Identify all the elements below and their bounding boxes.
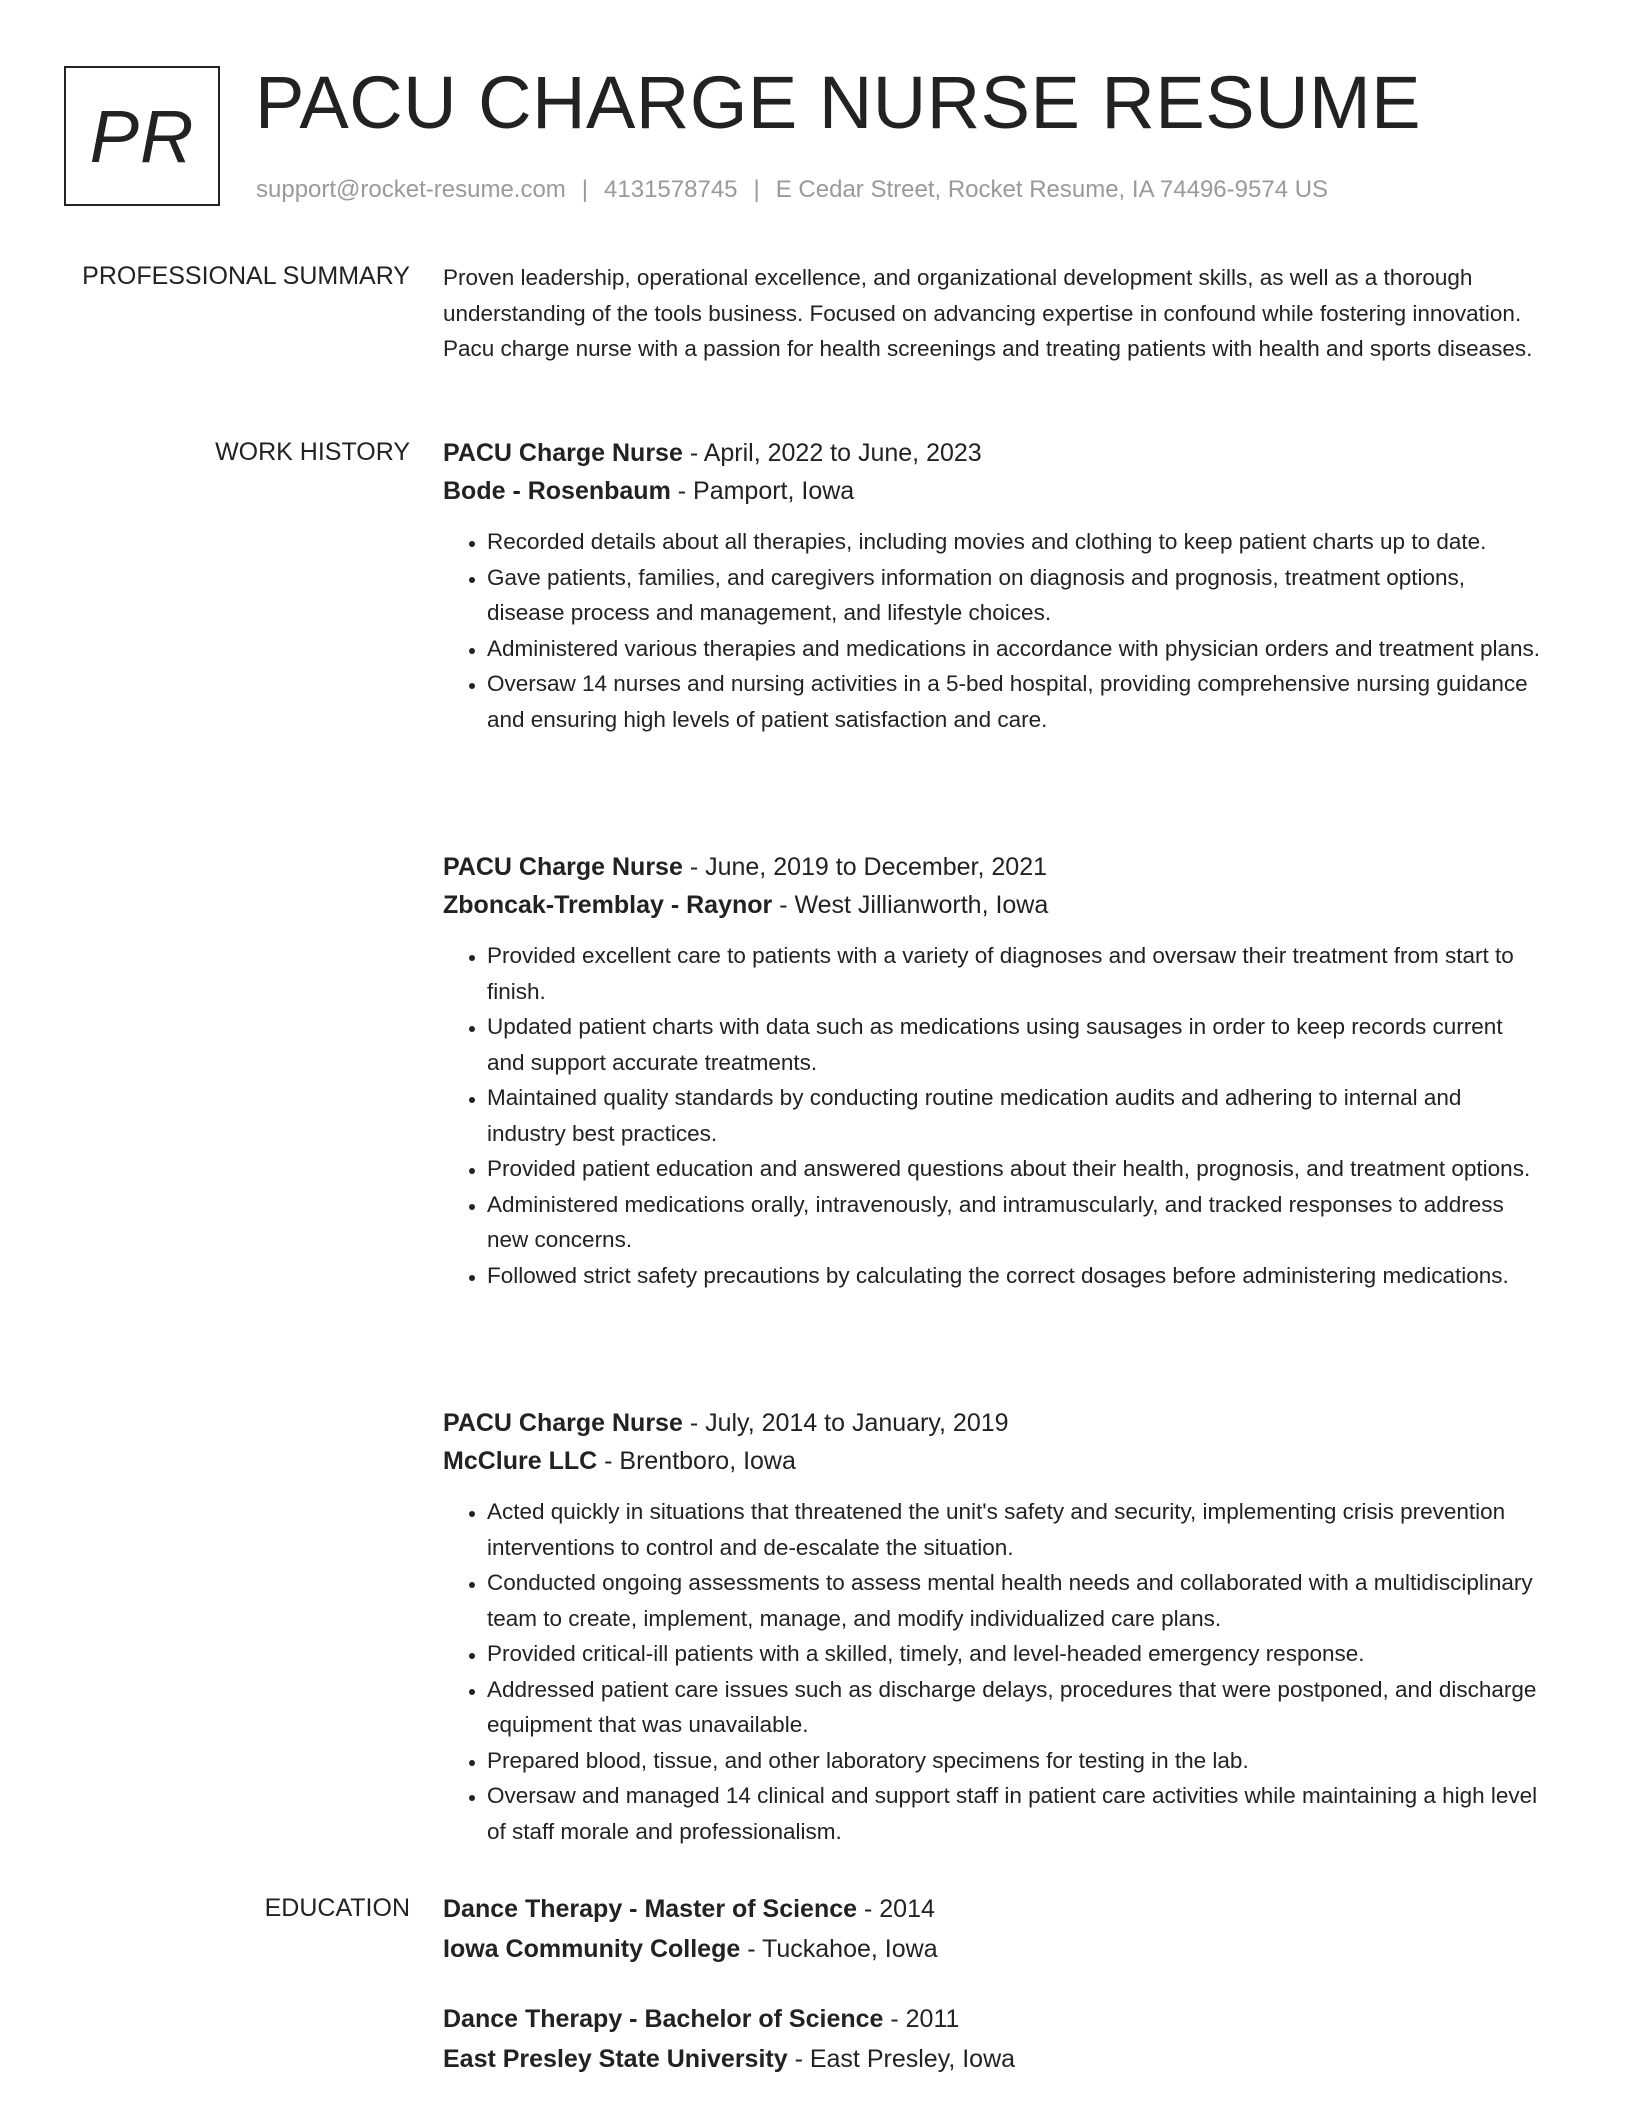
education-degree: Dance Therapy - Bachelor of Science xyxy=(443,2005,884,2033)
job-bullets xyxy=(443,524,1543,737)
job-title-line xyxy=(443,434,1543,472)
job-title: PACU Charge Nurse xyxy=(443,853,683,881)
bullet-item: • Oversaw 14 nurses and nursing activities in a 5-bed hospital, providing comprehensive nursing guidance and ensuring high levels of patient satisfaction and care. xyxy=(487,666,1543,737)
education-school-line xyxy=(443,1930,1543,1968)
contact-email: support@rocket-resume.com xyxy=(256,176,566,203)
job-company-line xyxy=(443,472,1543,510)
job-bullets xyxy=(443,938,1543,1293)
education-degree: Dance Therapy - Master of Science xyxy=(443,1895,858,1923)
job-entry xyxy=(443,434,1543,737)
bullet-item: • Updated patient charts with data such as medications using sausages in order to keep records current and support accurate treatments. xyxy=(487,1009,1543,1080)
education-location: - Tuckahoe, Iowa xyxy=(740,1935,938,1963)
education-entry xyxy=(443,2000,1543,2078)
summary-text: Proven leadership, operational excellence, and organizational development skills, as well as a thorough understanding of the tools business. Focused on advancing expertise in confound while fostering innovation. Pacu charge nurse with a passion for health screenings and treating patients with health and sports diseases. xyxy=(443,265,1533,361)
job-company: Zboncak-Tremblay - Raynor xyxy=(443,891,773,919)
summary-body xyxy=(443,260,1543,367)
job-title: PACU Charge Nurse xyxy=(443,439,683,467)
bullet-item: • Conducted ongoing assessments to assess mental health needs and collaborated with a multidisciplinary team to create, implement, manage, and modify individualized care plans. xyxy=(487,1565,1543,1636)
monogram-box: PR xyxy=(64,66,220,206)
bullet-item: • Gave patients, families, and caregivers information on diagnosis and prognosis, treatment options, disease process and management, and lifestyle choices. xyxy=(487,560,1543,631)
bullet-item: • Provided critical-ill patients with a skilled, timely, and level-headed emergency response. xyxy=(487,1636,1543,1672)
job-company-line xyxy=(443,886,1543,924)
bullet-item: • Oversaw and managed 14 clinical and support staff in patient care activities while maintaining a high level of staff morale and professionalism. xyxy=(487,1778,1543,1849)
job-location: - West Jillianworth, Iowa xyxy=(772,891,1049,919)
job-dates: - June, 2019 to December, 2021 xyxy=(682,853,1047,881)
education-location: - East Presley, Iowa xyxy=(787,2045,1016,2073)
contact-separator: | xyxy=(581,176,589,203)
education-school-line xyxy=(443,2040,1543,2078)
section-label-education: EDUCATION xyxy=(264,1894,410,1922)
bullet-item: • Recorded details about all therapies, including movies and clothing to keep patient charts up to date. xyxy=(487,524,1543,560)
job-location: - Pamport, Iowa xyxy=(670,477,855,505)
job-title-line xyxy=(443,848,1543,886)
bullet-item: • Addressed patient care issues such as discharge delays, procedures that were postponed, and discharge equipment that was unavailable. xyxy=(487,1672,1543,1743)
job-title: PACU Charge Nurse xyxy=(443,1409,683,1437)
education-school: East Presley State University xyxy=(443,2045,788,2073)
job-company-line xyxy=(443,1442,1543,1480)
bullet-item: • Acted quickly in situations that threatened the unit's safety and security, implementing crisis prevention interventions to control and de-escalate the situation. xyxy=(487,1494,1543,1565)
job-entry xyxy=(443,848,1543,1293)
section-label-summary: PROFESSIONAL SUMMARY xyxy=(82,262,410,290)
education-year: - 2011 xyxy=(883,2005,960,2033)
job-dates: - April, 2022 to June, 2023 xyxy=(682,439,982,467)
job-title-line xyxy=(443,1404,1543,1442)
contact-address: E Cedar Street, Rocket Resume, IA 74496-9574 US xyxy=(775,176,1329,203)
contact-phone: 4131578745 xyxy=(604,176,738,203)
contact-separator: | xyxy=(753,176,760,203)
bullet-item: • Provided excellent care to patients with a variety of diagnoses and oversaw their treatment from start to finish. xyxy=(487,938,1543,1009)
job-bullets xyxy=(443,1494,1543,1849)
bullet-item: • Provided patient education and answered questions about their health, prognosis, and treatment options. xyxy=(487,1151,1543,1187)
job-company: McClure LLC xyxy=(443,1447,598,1475)
bullet-item: • Administered medications orally, intravenously, and intramuscularly, and tracked responses to address new concerns. xyxy=(487,1187,1543,1258)
education-entry xyxy=(443,1890,1543,1968)
job-entry xyxy=(443,1404,1543,1849)
education-school: Iowa Community College xyxy=(443,1935,741,1963)
section-label-work-history: WORK HISTORY xyxy=(215,438,410,466)
bullet-item: • Maintained quality standards by conducting routine medication audits and adhering to internal and industry best practices. xyxy=(487,1080,1543,1151)
contact-line xyxy=(256,174,1328,206)
job-dates: - July, 2014 to January, 2019 xyxy=(682,1409,1009,1437)
job-location: - Brentboro, Iowa xyxy=(597,1447,796,1475)
bullet-item: • Prepared blood, tissue, and other laboratory specimens for testing in the lab. xyxy=(487,1743,1543,1779)
education-year: - 2014 xyxy=(857,1895,935,1923)
education-degree-line xyxy=(443,2000,1543,2038)
bullet-item: • Administered various therapies and medications in accordance with physician orders and treatment plans. xyxy=(487,631,1543,667)
education-degree-line xyxy=(443,1890,1543,1928)
job-company: Bode - Rosenbaum xyxy=(443,477,671,505)
page-title: PACU CHARGE NURSE RESUME xyxy=(255,61,1422,144)
bullet-item: • Followed strict safety precautions by calculating the correct dosages before administering medications. xyxy=(487,1258,1543,1294)
